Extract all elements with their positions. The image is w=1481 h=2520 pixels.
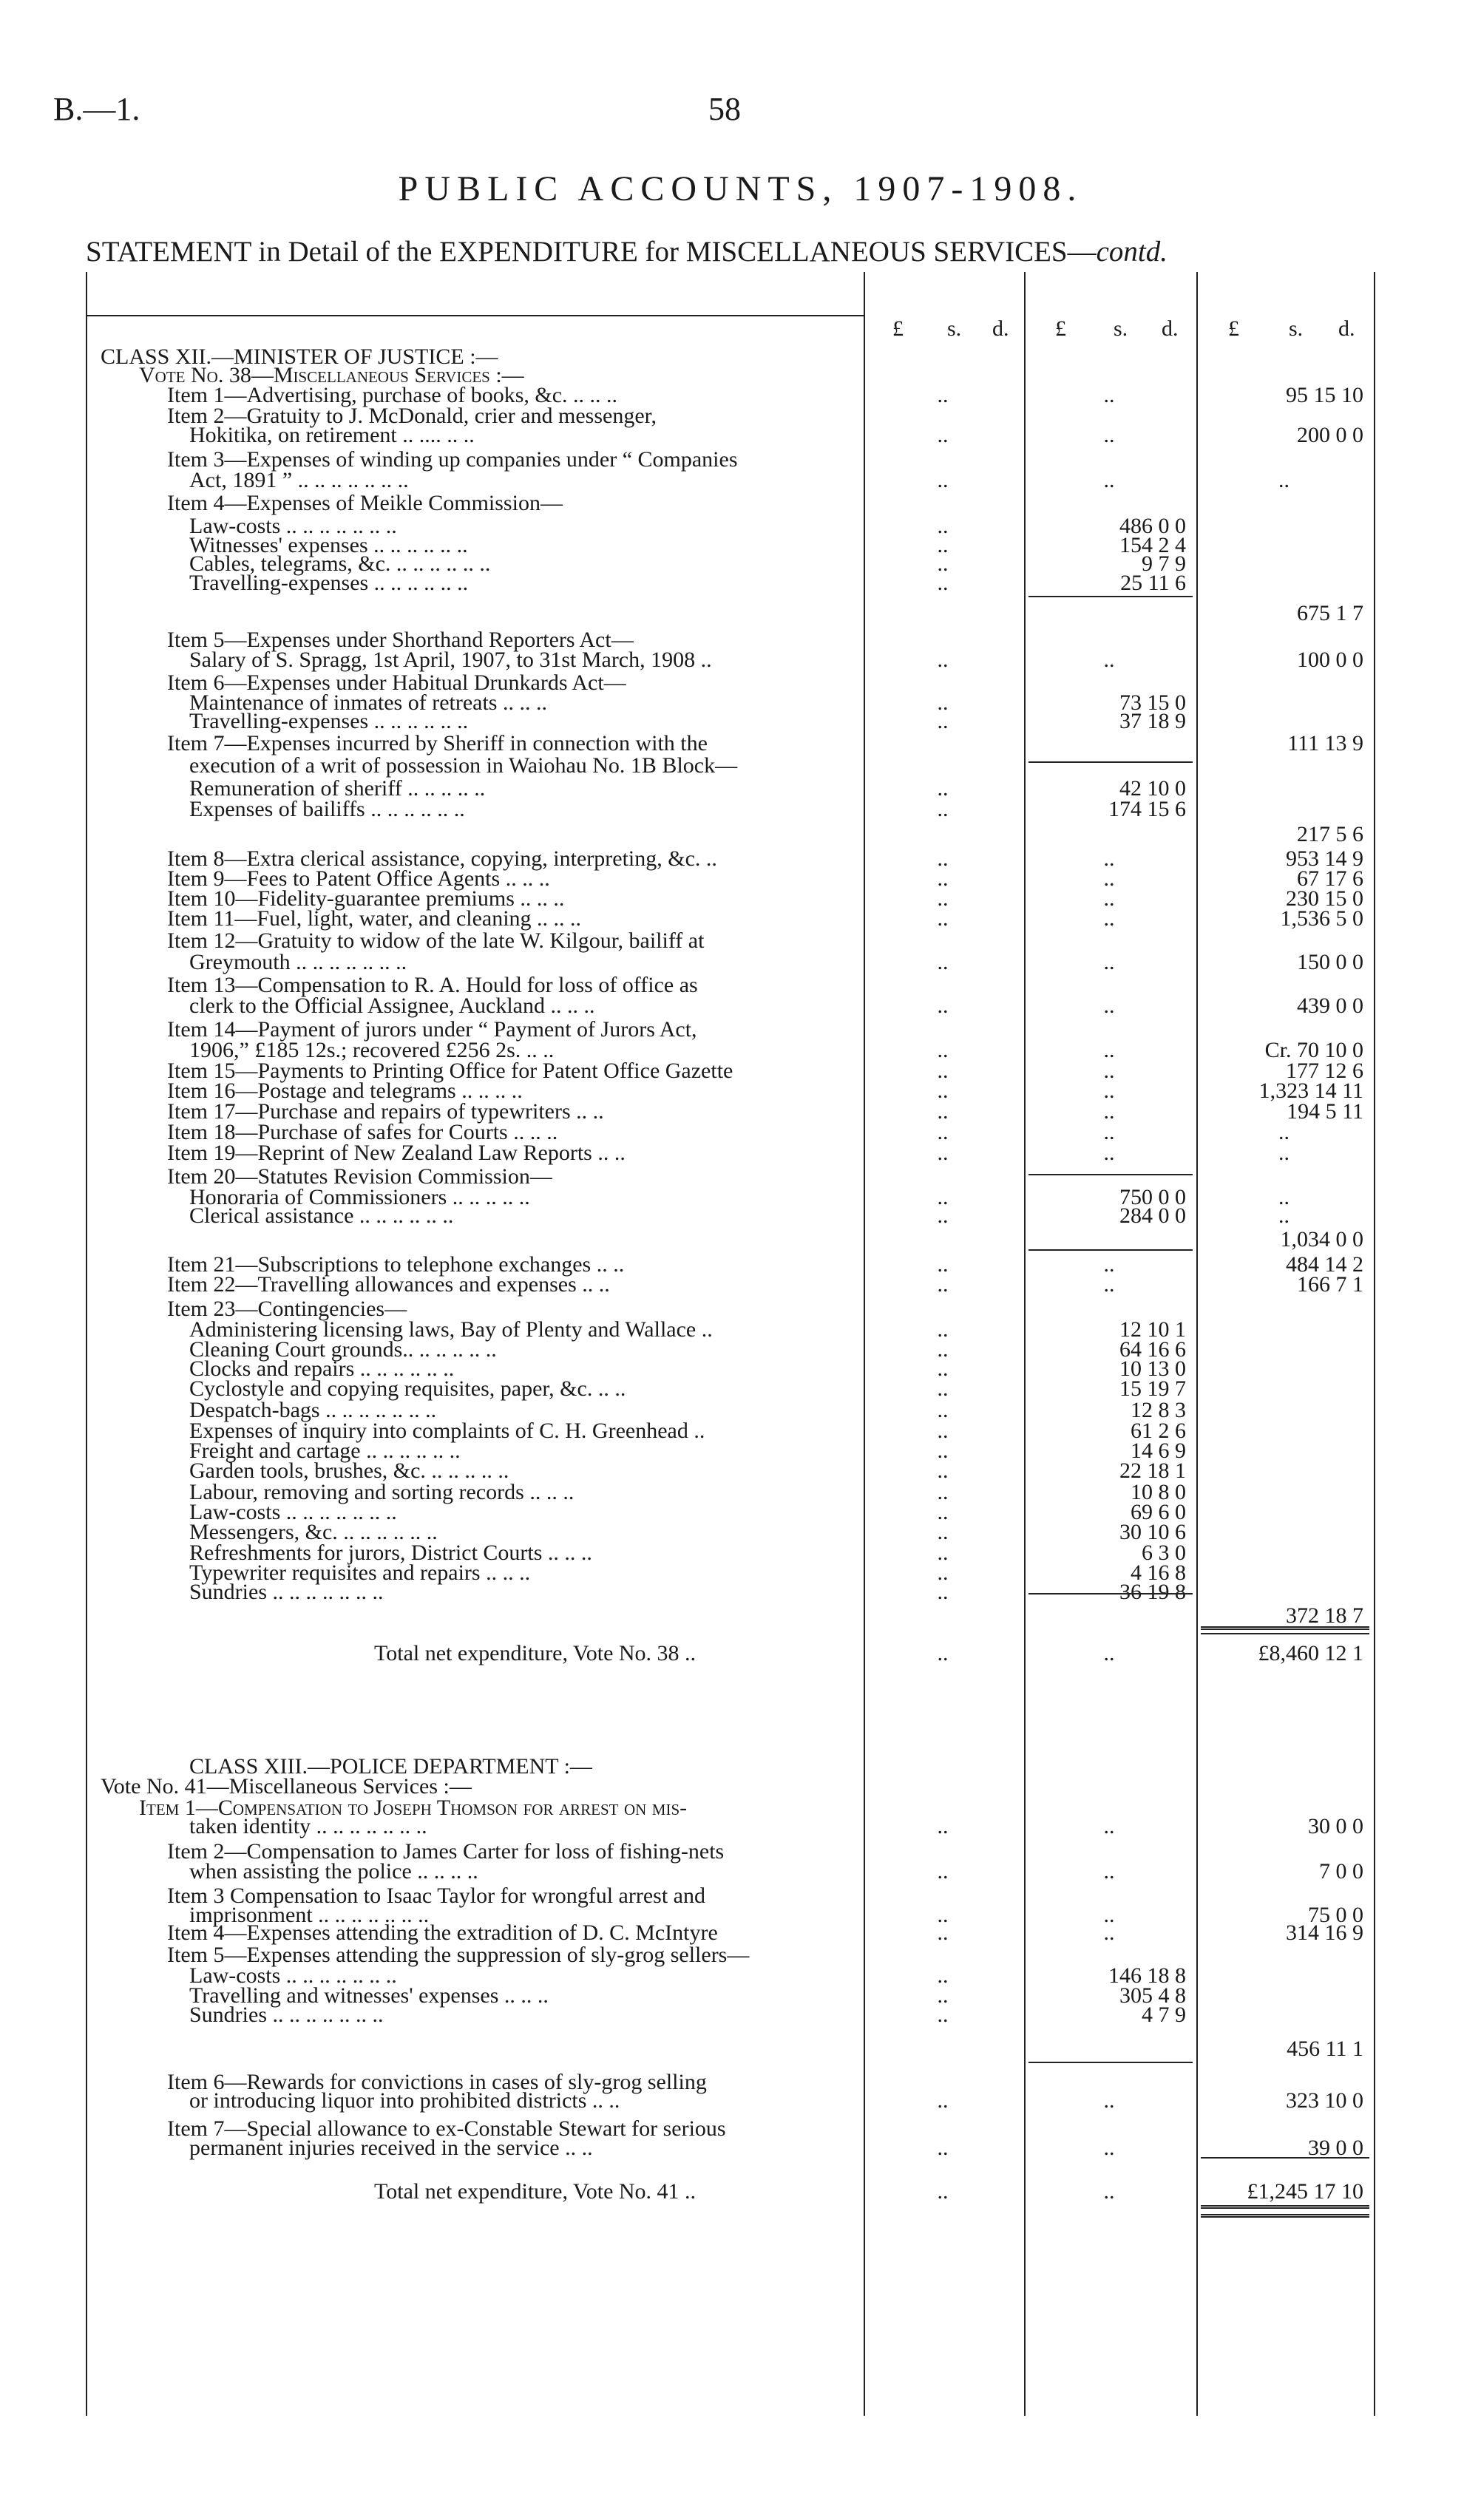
amount-col3: .. [1278, 1203, 1289, 1228]
line-item-text: Item 7—Expenses incurred by Sheriff in connection with the [167, 731, 708, 755]
line-item-text: Freight and cartage .. .. .. .. .. .. [189, 1439, 461, 1463]
amount-col1: .. [937, 2179, 949, 2204]
amount-col2: .. [1103, 906, 1115, 931]
amount-col2: .. [1103, 1141, 1115, 1165]
amount-col2: .. [1103, 423, 1115, 447]
amount-col2: 10 8 0 [1131, 1480, 1186, 1504]
line-item-text: Item 23—Contingencies— [167, 1297, 407, 1321]
column-head-pounds: £ [1228, 316, 1239, 341]
amount-col3: 95 15 10 [1286, 383, 1363, 407]
amount-col3: 456 11 1 [1287, 2037, 1363, 2061]
line-item-text: Item 14—Payment of jurors under “ Payment of Jurors Act, [167, 1017, 697, 1042]
amount-col1: .. [937, 1458, 949, 1483]
amount-col2: 30 10 6 [1119, 1520, 1186, 1544]
line-item-text: Law-costs .. .. .. .. .. .. .. [189, 1500, 397, 1524]
line-item-text: Sundries .. .. .. .. .. .. .. [189, 1580, 384, 1604]
amount-col1: .. [937, 1120, 949, 1144]
amount-col1: .. [937, 1814, 949, 1838]
line-item-text: Witnesses' expenses .. .. .. .. .. .. [189, 533, 468, 557]
amount-col1: .. [937, 1520, 949, 1544]
amount-col3: 177 12 6 [1286, 1059, 1363, 1083]
vote-heading: Vote No. 38—Miscellaneous Services :— [139, 363, 524, 387]
subtotal-rule [1028, 2062, 1193, 2063]
amount-col3: 323 10 0 [1286, 2088, 1363, 2113]
line-item-text: Despatch-bags .. .. .. .. .. .. .. [189, 1398, 437, 1422]
line-item-text: clerk to the Official Assignee, Auckland .. .. .. [189, 994, 595, 1018]
amount-col2: .. [1103, 1641, 1115, 1665]
line-item-text: Greymouth .. .. .. .. .. .. .. [189, 950, 407, 974]
amount-col1: .. [937, 1580, 949, 1604]
amount-col1: .. [937, 1500, 949, 1524]
amount-col2: .. [1103, 1272, 1115, 1297]
amount-col2: 61 2 6 [1131, 1419, 1186, 1443]
amount-col2: 37 18 9 [1119, 709, 1186, 733]
amount-col2: .. [1103, 994, 1115, 1018]
amount-col3: Cr. 70 10 0 [1264, 1038, 1363, 1062]
line-item-text: Clerical assistance .. .. .. .. .. .. [189, 1203, 454, 1228]
amount-col2: 69 6 0 [1131, 1500, 1186, 1524]
line-item-text: Item 7—Special allowance to ex-Constable Stewart for serious [167, 2116, 726, 2141]
line-item-text: Item 10—Fidelity-guarantee premiums .. .. .. [167, 886, 565, 911]
column-head-shillings: s. [1114, 316, 1128, 341]
line-item-text: Item 17—Purchase and repairs of typewriters .. .. [167, 1099, 604, 1124]
page-title: PUBLIC ACCOUNTS, 1907-1908. [398, 169, 1083, 208]
amount-col3: 484 14 2 [1286, 1252, 1363, 1277]
line-item-text: when assisting the police .. .. .. .. [189, 1859, 478, 1884]
column-head-pence: d. [992, 316, 1009, 341]
amount-col1: .. [937, 1252, 949, 1277]
amount-col1: .. [937, 1439, 949, 1463]
amount-col1: .. [937, 1859, 949, 1884]
amount-col3: .. [1278, 1141, 1289, 1165]
subtotal-rule [1028, 1249, 1193, 1251]
amount-col2: .. [1103, 1038, 1115, 1062]
amount-col1: .. [937, 1272, 949, 1297]
amount-col1: .. [937, 514, 949, 538]
amount-col3: 111 13 9 [1287, 731, 1363, 755]
line-item-text: Item 9—Fees to Patent Office Agents .. .. .. [167, 866, 550, 891]
line-item-text: Cyclostyle and copying requisites, paper, &c. .. .. [189, 1376, 626, 1401]
subtotal-rule [1028, 1593, 1193, 1594]
line-item-text: Act, 1891 ” .. .. .. .. .. .. .. [189, 468, 409, 492]
amount-col1: .. [937, 1480, 949, 1504]
amount-col2: .. [1103, 1814, 1115, 1838]
amount-col1: .. [937, 383, 949, 407]
line-item-text: Law-costs .. .. .. .. .. .. .. [189, 514, 397, 538]
subtotal-rule [1028, 596, 1193, 597]
line-item-text: Travelling-expenses .. .. .. .. .. .. [189, 709, 469, 733]
amount-col1: .. [937, 533, 949, 557]
amount-col1: .. [937, 846, 949, 871]
amount-col2: 486 0 0 [1119, 514, 1186, 538]
amount-col1: .. [937, 1185, 949, 1209]
amount-col2: .. [1103, 1252, 1115, 1277]
subtitle-contd: contd. [1096, 236, 1168, 268]
line-item-text: Item 4—Expenses attending the extradition of D. C. McIntyre [167, 1920, 718, 1945]
amount-col3: 166 7 1 [1297, 1272, 1363, 1297]
vote-total-label: Total net expenditure, Vote No. 38 .. [374, 1641, 697, 1665]
amount-col2: .. [1103, 383, 1115, 407]
line-item-text: Item 11—Fuel, light, water, and cleaning .. .. .. [167, 906, 582, 931]
line-item-text: Garden tools, brushes, &c. .. .. .. .. .. [189, 1458, 509, 1483]
line-item-text: 1906,” £185 12s.; recovered £256 2s. .. .. [189, 1038, 555, 1062]
amount-col1: .. [937, 1419, 949, 1443]
amount-col1: .. [937, 571, 949, 595]
vote-heading: Item 1—Compensation to Joseph Thomson for arrest on mis- [139, 1796, 688, 1820]
amount-col3: 675 1 7 [1297, 601, 1363, 625]
amount-col1: .. [937, 1398, 949, 1422]
amount-col1: .. [937, 709, 949, 733]
line-item-text: Cables, telegrams, &c. .. .. .. .. .. .. [189, 551, 491, 576]
amount-col3: 372 18 7 [1286, 1603, 1363, 1628]
amount-col1: .. [937, 1141, 949, 1165]
amount-col3: £8,460 12 1 [1258, 1641, 1363, 1665]
double-rule [1201, 1626, 1369, 1630]
amount-col1: .. [937, 690, 949, 715]
amount-col2: 15 19 7 [1119, 1376, 1186, 1401]
line-item-text: Hokitika, on retirement .. .... .. .. [189, 423, 475, 447]
amount-col1: .. [937, 1337, 949, 1362]
amount-col2: 14 6 9 [1131, 1439, 1186, 1463]
amount-col2: 12 10 1 [1119, 1317, 1186, 1342]
vote-total-label: Total net expenditure, Vote No. 41 .. [374, 2179, 697, 2204]
amount-col3: £1,245 17 10 [1247, 2179, 1363, 2204]
line-item-text: Honoraria of Commissioners .. .. .. .. .. [189, 1185, 530, 1209]
amount-col1: .. [937, 1317, 949, 1342]
amount-col1: .. [937, 551, 949, 576]
line-item-text: Cleaning Court grounds.. .. .. .. .. .. [189, 1337, 497, 1362]
amount-col2: .. [1103, 866, 1115, 891]
column-head-pence: d. [1162, 316, 1179, 341]
amount-col3: 1,536 5 0 [1280, 906, 1363, 931]
amount-col2: .. [1103, 1920, 1115, 1945]
amount-col2: .. [1103, 1859, 1115, 1884]
amount-col3: .. [1278, 1185, 1289, 1209]
amount-col1: .. [937, 423, 949, 447]
line-item-text: Item 6—Rewards for convictions in cases of sly-grog selling [167, 2070, 707, 2094]
amount-col3: 67 17 6 [1297, 866, 1363, 891]
column-head-pounds: £ [892, 316, 904, 341]
subtotal-rule [1201, 2157, 1369, 2159]
amount-col3: 1,034 0 0 [1280, 1227, 1363, 1251]
amount-col2: 305 4 8 [1119, 1983, 1186, 2008]
line-item-text: Remuneration of sheriff .. .. .. .. .. [189, 776, 486, 801]
line-item-text: Item 15—Payments to Printing Office for Patent Office Gazette [167, 1059, 733, 1083]
line-item-text: Item 18—Purchase of safes for Courts .. .. .. [167, 1120, 558, 1144]
amount-col1: .. [937, 776, 949, 801]
amount-col1: .. [937, 1079, 949, 1103]
line-item-text: Sundries .. .. .. .. .. .. .. [189, 2003, 384, 2027]
line-item-text: Clocks and repairs .. .. .. .. .. .. [189, 1356, 455, 1381]
amount-col3: .. [1278, 1120, 1289, 1144]
line-item-text: Item 22—Travelling allowances and expenses .. .. [167, 1272, 610, 1297]
line-item-text: Administering licensing laws, Bay of Plenty and Wallace .. [189, 1317, 713, 1342]
line-item-text: CLASS XIII.—POLICE DEPARTMENT :— [189, 1754, 592, 1779]
statement-subtitle [86, 235, 1167, 268]
line-item-text: Item 5—Expenses under Shorthand Reporters Act— [167, 628, 634, 652]
class-heading: Vote No. 41—Miscellaneous Services :— [101, 1774, 472, 1799]
amount-col2: 64 16 6 [1119, 1337, 1186, 1362]
amount-col3: 314 16 9 [1286, 1920, 1363, 1945]
amount-col1: .. [937, 866, 949, 891]
amount-col3: 30 0 0 [1308, 1814, 1363, 1838]
page-number: 58 [708, 91, 741, 127]
amount-col1: .. [937, 1983, 949, 2008]
amount-col1: .. [937, 1203, 949, 1228]
amount-col2: 22 18 1 [1119, 1458, 1186, 1483]
amount-col2: 284 0 0 [1119, 1203, 1186, 1228]
amount-col3: 230 15 0 [1286, 886, 1363, 911]
line-item-text: or introducing liquor into prohibited districts .. .. [189, 2088, 620, 2113]
line-item-text: Item 4—Expenses of Meikle Commission— [167, 491, 563, 515]
amount-col1: .. [937, 906, 949, 931]
amount-col1: .. [937, 1059, 949, 1083]
amount-col1: .. [937, 1356, 949, 1381]
line-item-text: Item 12—Gratuity to widow of the late W. Kilgour, bailiff at [167, 928, 705, 953]
amount-col3: 200 0 0 [1297, 423, 1363, 447]
amount-col1: .. [937, 1541, 949, 1565]
amount-col2: 36 19 8 [1119, 1580, 1186, 1604]
amount-col1: .. [937, 886, 949, 911]
line-item-text: Item 13—Compensation to R. A. Hould for loss of office as [167, 973, 698, 997]
amount-col3: .. [1278, 468, 1289, 492]
amount-col2: 146 18 8 [1108, 1963, 1186, 1988]
column-head-shillings: s. [1289, 316, 1304, 341]
line-item-text: Item 2—Gratuity to J. McDonald, crier and messenger, [167, 404, 657, 428]
amount-col2: 73 15 0 [1119, 690, 1186, 715]
line-item-text: execution of a writ of possession in Waiohau No. 1B Block— [189, 753, 738, 778]
subtotal-rule [1201, 1633, 1369, 1634]
amount-col1: .. [937, 950, 949, 974]
line-item-text: imprisonment .. .. .. .. .. .. .. [189, 1903, 430, 1927]
line-item-text: Item 2—Compensation to James Carter for loss of fishing-nets [167, 1839, 725, 1864]
amount-col1: .. [937, 994, 949, 1018]
expenditure-table [86, 272, 1374, 2416]
amount-col2: 750 0 0 [1119, 1185, 1186, 1209]
line-item-text: Expenses of inquiry into complaints of C. H. Greenhead .. [189, 1419, 705, 1443]
column-head-pounds: £ [1055, 316, 1066, 341]
line-item-text: Travelling and witnesses' expenses .. .. .. [189, 1983, 549, 2008]
amount-col1: .. [937, 1099, 949, 1124]
amount-col1: .. [937, 797, 949, 821]
amount-col2: 9 7 9 [1142, 551, 1186, 576]
line-item-text: Item 21—Subscriptions to telephone exchanges .. .. [167, 1252, 625, 1277]
amount-col1: .. [937, 1376, 949, 1401]
amount-col2: 10 13 0 [1119, 1356, 1186, 1381]
amount-col1: .. [937, 1038, 949, 1062]
line-item-text: Item 8—Extra clerical assistance, copying, interpreting, &c. .. [167, 846, 717, 871]
line-item-text: Expenses of bailiffs .. .. .. .. .. .. [189, 797, 465, 821]
line-item-text: Typewriter requisites and repairs .. .. .. [189, 1560, 531, 1585]
line-item-text: Item 19—Reprint of New Zealand Law Reports .. .. [167, 1141, 626, 1165]
amount-col2: .. [1103, 1903, 1115, 1927]
line-item-text: Item 6—Expenses under Habitual Drunkards Act— [167, 670, 626, 695]
amount-col3: 7 0 0 [1319, 1859, 1363, 1884]
amount-col1: .. [937, 1903, 949, 1927]
line-item-text: Item 5—Expenses attending the suppression of sly-grog sellers— [167, 1943, 750, 1967]
amount-col2: 4 16 8 [1131, 1560, 1186, 1585]
line-item-text: Law-costs .. .. .. .. .. .. .. [189, 1963, 397, 1988]
amount-col2: .. [1103, 468, 1115, 492]
line-item-text: permanent injuries received in the service .. .. [189, 2136, 593, 2160]
amount-col2: .. [1103, 886, 1115, 911]
line-item-text: Travelling-expenses .. .. .. .. .. .. [189, 571, 469, 595]
amount-col3: 39 0 0 [1308, 2136, 1363, 2160]
amount-col1: .. [937, 1641, 949, 1665]
amount-col2: 42 10 0 [1119, 776, 1186, 801]
subtotal-rule [1028, 1174, 1193, 1175]
amount-col1: .. [937, 2003, 949, 2027]
amount-col2: 12 8 3 [1131, 1398, 1186, 1422]
column-head-shillings: s. [947, 316, 962, 341]
line-item-text: Salary of S. Spragg, 1st April, 1907, to 31st March, 1908 .. [189, 648, 712, 672]
line-item-text: Item 3 Compensation to Isaac Taylor for wrongful arrest and [167, 1884, 705, 1908]
line-item-text: Item 1—Advertising, purchase of books, &c. .. .. .. [167, 383, 618, 407]
subtotal-rule [1028, 761, 1193, 763]
line-item-text: Item 16—Postage and telegrams .. .. .. .. [167, 1079, 523, 1103]
amount-col1: .. [937, 468, 949, 492]
document-reference: B.—1. [53, 91, 140, 127]
amount-col2: 174 15 6 [1108, 797, 1186, 821]
amount-col2: .. [1103, 1099, 1115, 1124]
amount-col2: .. [1103, 950, 1115, 974]
double-rule [1201, 2214, 1369, 2218]
class-heading: CLASS XII.—MINISTER OF JUSTICE :— [101, 344, 498, 369]
amount-col2: .. [1103, 2088, 1115, 2113]
amount-col2: .. [1103, 2179, 1115, 2204]
amount-col2: .. [1103, 2136, 1115, 2160]
amount-col2: .. [1103, 648, 1115, 672]
amount-col2: 154 2 4 [1119, 533, 1186, 557]
amount-col3: 217 5 6 [1297, 822, 1363, 846]
amount-col1: .. [937, 2088, 949, 2113]
amount-col1: .. [937, 1963, 949, 1988]
line-item-text: Labour, removing and sorting records .. .. .. [189, 1480, 575, 1504]
double-rule [1201, 2205, 1369, 2209]
amount-col2: 4 7 9 [1142, 2003, 1186, 2027]
amount-col1: .. [937, 2136, 949, 2160]
amount-col1: .. [937, 1560, 949, 1585]
amount-col3: 150 0 0 [1297, 950, 1363, 974]
amount-col1: .. [937, 1920, 949, 1945]
line-item-text: taken identity .. .. .. .. .. .. .. [189, 1814, 427, 1838]
amount-col3: 953 14 9 [1286, 846, 1363, 871]
amount-col1: .. [937, 648, 949, 672]
line-item-text: Maintenance of inmates of retreats .. .. .. [189, 690, 547, 715]
column-head-pence: d. [1338, 316, 1355, 341]
amount-col2: 6 3 0 [1142, 1541, 1186, 1565]
amount-col3: 1,323 14 11 [1258, 1079, 1363, 1103]
amount-col3: 439 0 0 [1297, 994, 1363, 1018]
amount-col2: 25 11 6 [1120, 571, 1186, 595]
amount-col2: .. [1103, 1120, 1115, 1144]
line-item-text: Item 3—Expenses of winding up companies under “ Companies [167, 447, 738, 472]
amount-col3: 75 0 0 [1308, 1903, 1363, 1927]
subtitle-main: STATEMENT in Detail of the EXPENDITURE for MISCELLANEOUS SERVICES— [86, 236, 1097, 268]
line-item-text: Item 20—Statutes Revision Commission— [167, 1164, 552, 1189]
amount-col2: .. [1103, 1079, 1115, 1103]
amount-col3: 194 5 11 [1287, 1099, 1363, 1124]
line-item-text: Refreshments for jurors, District Courts .. .. .. [189, 1541, 592, 1565]
amount-col3: 100 0 0 [1297, 648, 1363, 672]
amount-col2: .. [1103, 846, 1115, 871]
amount-col2: .. [1103, 1059, 1115, 1083]
line-item-text: Messengers, &c. .. .. .. .. .. .. [189, 1520, 438, 1544]
